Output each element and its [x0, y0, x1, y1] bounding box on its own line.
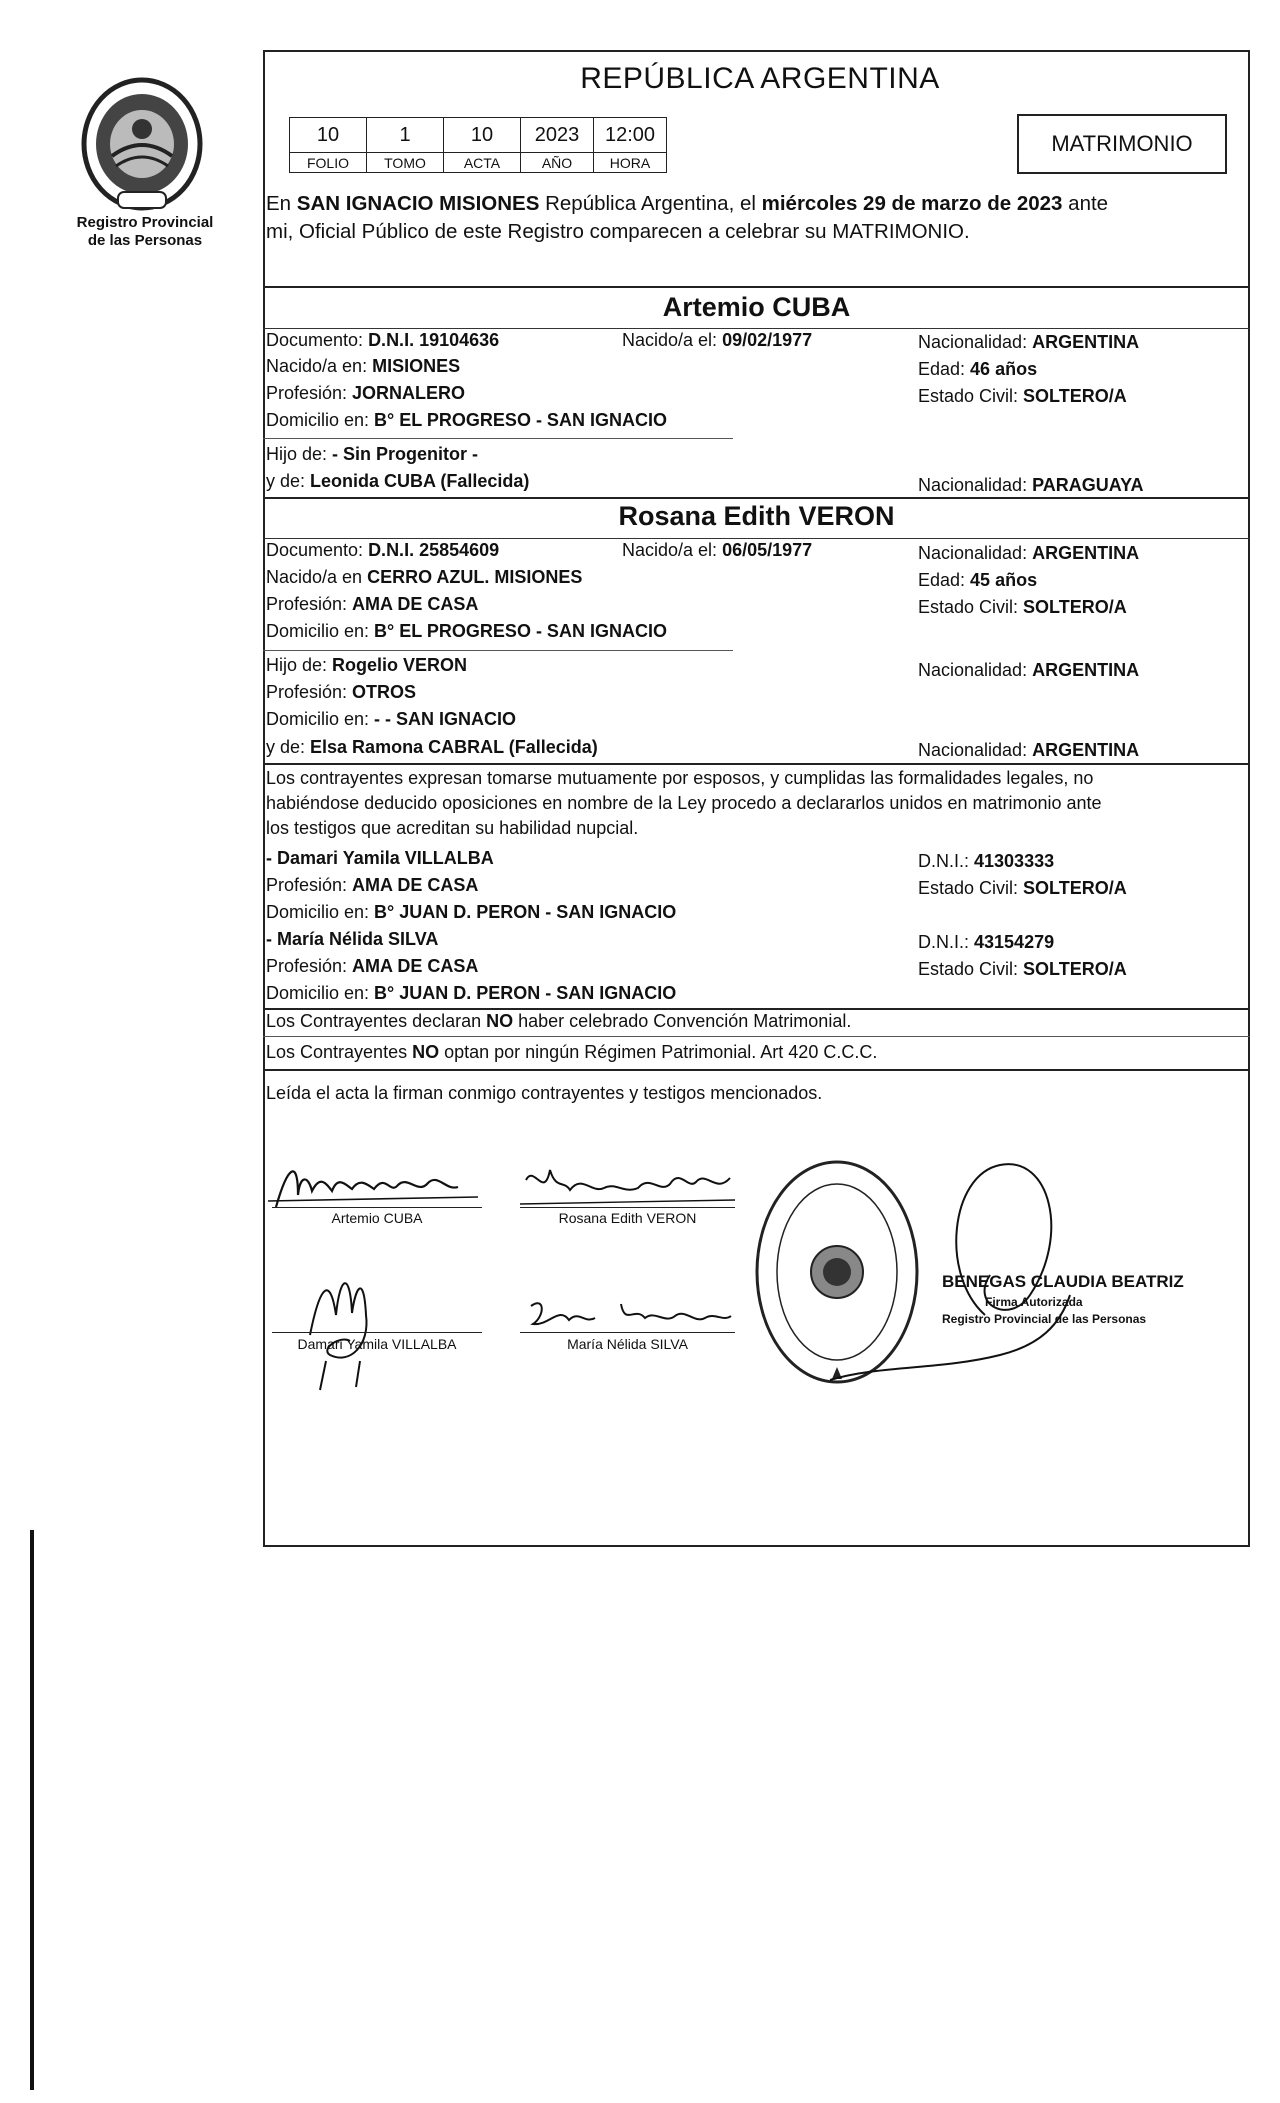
folio-value: 10 [290, 118, 367, 153]
folio-label: FOLIO [290, 153, 367, 173]
divider [263, 763, 1250, 765]
convention-line2: Los Contrayentes NO optan por ningún Régimen Patrimonial. Art 420 C.C.C. [266, 1042, 878, 1062]
spouse2-father-nat: ARGENTINA [1032, 660, 1140, 680]
spouse1-dom: B° EL PROGRESO - SAN IGNACIO [374, 410, 667, 430]
scan-edge-mark [30, 1530, 34, 2090]
divider [263, 497, 1250, 499]
spouse2-prof: AMA DE CASA [352, 594, 479, 614]
acta-value: 10 [444, 118, 521, 153]
registry-name-line2: de las Personas [87, 232, 203, 249]
document-type-box: MATRIMONIO [1017, 114, 1227, 174]
divider [263, 650, 733, 651]
convention-line1: Los Contrayentes declaran NO haber celebrado Convención Matrimonial. [266, 1011, 852, 1031]
witness2-dni: 43154279 [974, 932, 1055, 952]
country-title: REPÚBLICA ARGENTINA [580, 62, 940, 95]
signature-name-2: Rosana Edith VERON [558, 1210, 697, 1226]
spouse2-age: 45 años [970, 570, 1038, 590]
witness1-name: - Damari Yamila VILLALBA [266, 848, 494, 868]
spouse2-mother-nat: ARGENTINA [1032, 740, 1140, 760]
signature-artemio-icon [268, 1155, 488, 1215]
witness2-civil: SOLTERO/A [1023, 959, 1127, 979]
witness1-dom: B° JUAN D. PERON - SAN IGNACIO [374, 902, 677, 922]
intro-place: SAN IGNACIO MISIONES [296, 192, 540, 215]
signature-name-1: Artemio CUBA [331, 1210, 423, 1226]
divider [263, 438, 733, 439]
province-emblem-icon [72, 74, 212, 214]
spouse1-civil: SOLTERO/A [1023, 386, 1127, 406]
record-meta-table [289, 117, 667, 173]
signature-maria-icon [525, 1296, 735, 1336]
divider [263, 1008, 1250, 1010]
acta-label: ACTA [444, 153, 521, 173]
signature-line [520, 1332, 735, 1333]
spouse1-father: - Sin Progenitor - [332, 444, 479, 464]
spouse2-father: Rogelio VERON [332, 655, 468, 675]
signature-name-4: María Nélida SILVA [567, 1336, 688, 1352]
hora-value: 12:00 [594, 118, 667, 153]
witness1-civil: SOLTERO/A [1023, 878, 1127, 898]
signature-line [272, 1332, 482, 1333]
spouse2-father-dom: - - SAN IGNACIO [374, 709, 517, 729]
spouse2-dom: B° EL PROGRESO - SAN IGNACIO [374, 621, 667, 641]
spouse1-name: Artemio CUBA [662, 292, 851, 322]
witness1-dni: 41303333 [974, 851, 1055, 871]
hora-label: HORA [594, 153, 667, 173]
registry-name-line1: Registro Provincial [76, 214, 214, 231]
signature-line [520, 1207, 735, 1208]
spouse2-nat: ARGENTINA [1032, 543, 1140, 563]
spouse2-born: 06/05/1977 [722, 540, 813, 560]
official-office: Registro Provincial de las Personas [942, 1312, 1147, 1326]
signature-rosana-icon [520, 1160, 740, 1210]
anio-value: 2023 [521, 118, 594, 153]
spouse2-name: Rosana Edith VERON [618, 501, 895, 531]
spouse1-nat: ARGENTINA [1032, 332, 1140, 352]
reading-statement: Leída el acta la firman conmigo contrayentes y testigos mencionados. [266, 1083, 823, 1103]
spouse2-doc: D.N.I. 25854609 [368, 540, 500, 560]
witness2-dom: B° JUAN D. PERON - SAN IGNACIO [374, 983, 677, 1003]
intro-paragraph: En SAN IGNACIO MISIONES República Argentina, el miércoles 29 de marzo de 2023 ante mi, Oficial Público de este Registro comparecen a celebrar su MATRIMONIO. [266, 192, 1109, 243]
spouse1-mother: Leonida CUBA (Fallecida) [310, 471, 530, 491]
divider [263, 1069, 1250, 1071]
spouse2-civil: SOLTERO/A [1023, 597, 1127, 617]
spouse2-birthplace: CERRO AZUL. MISIONES [367, 567, 583, 587]
anio-label: AÑO [521, 153, 594, 173]
spouse1-mother-nat: PARAGUAYA [1032, 475, 1144, 495]
tomo-value: 1 [367, 118, 444, 153]
spouse1-age: 46 años [970, 359, 1038, 379]
spouse1-doc: D.N.I. 19104636 [368, 330, 500, 350]
intro-date: miércoles 29 de marzo de 2023 [761, 192, 1063, 215]
divider [263, 1036, 1250, 1037]
spouse2-mother: Elsa Ramona CABRAL (Fallecida) [310, 737, 598, 757]
tomo-label: TOMO [367, 153, 444, 173]
spouse1-birthplace: MISIONES [372, 356, 461, 376]
official-name: BENEGAS CLAUDIA BEATRIZ [942, 1272, 1184, 1291]
spouse2-father-prof: OTROS [352, 682, 417, 702]
official-role: Firma Autorizada [985, 1295, 1083, 1309]
witness1-prof: AMA DE CASA [352, 875, 479, 895]
spouse1-prof: JORNALERO [352, 383, 466, 403]
declaration-paragraph: Los contrayentes expresan tomarse mutuamente por esposos, y cumplidas las formalidades legales, no habiéndose deducido oposiciones en nombre de la Ley procedo a declararlos unidos en matrimonio ante los testigos que acreditan su habilidad nupcial. [266, 768, 1102, 838]
witness2-prof: AMA DE CASA [352, 956, 479, 976]
witness2-name: - María Nélida SILVA [266, 929, 439, 949]
signature-line [272, 1207, 482, 1208]
signature-name-3: Damari Yamila VILLALBA [297, 1336, 457, 1352]
divider [263, 328, 1250, 329]
spouse1-born: 09/02/1977 [722, 330, 813, 350]
divider [263, 286, 1250, 288]
signature-damari-icon [290, 1265, 400, 1395]
divider [263, 538, 1250, 539]
